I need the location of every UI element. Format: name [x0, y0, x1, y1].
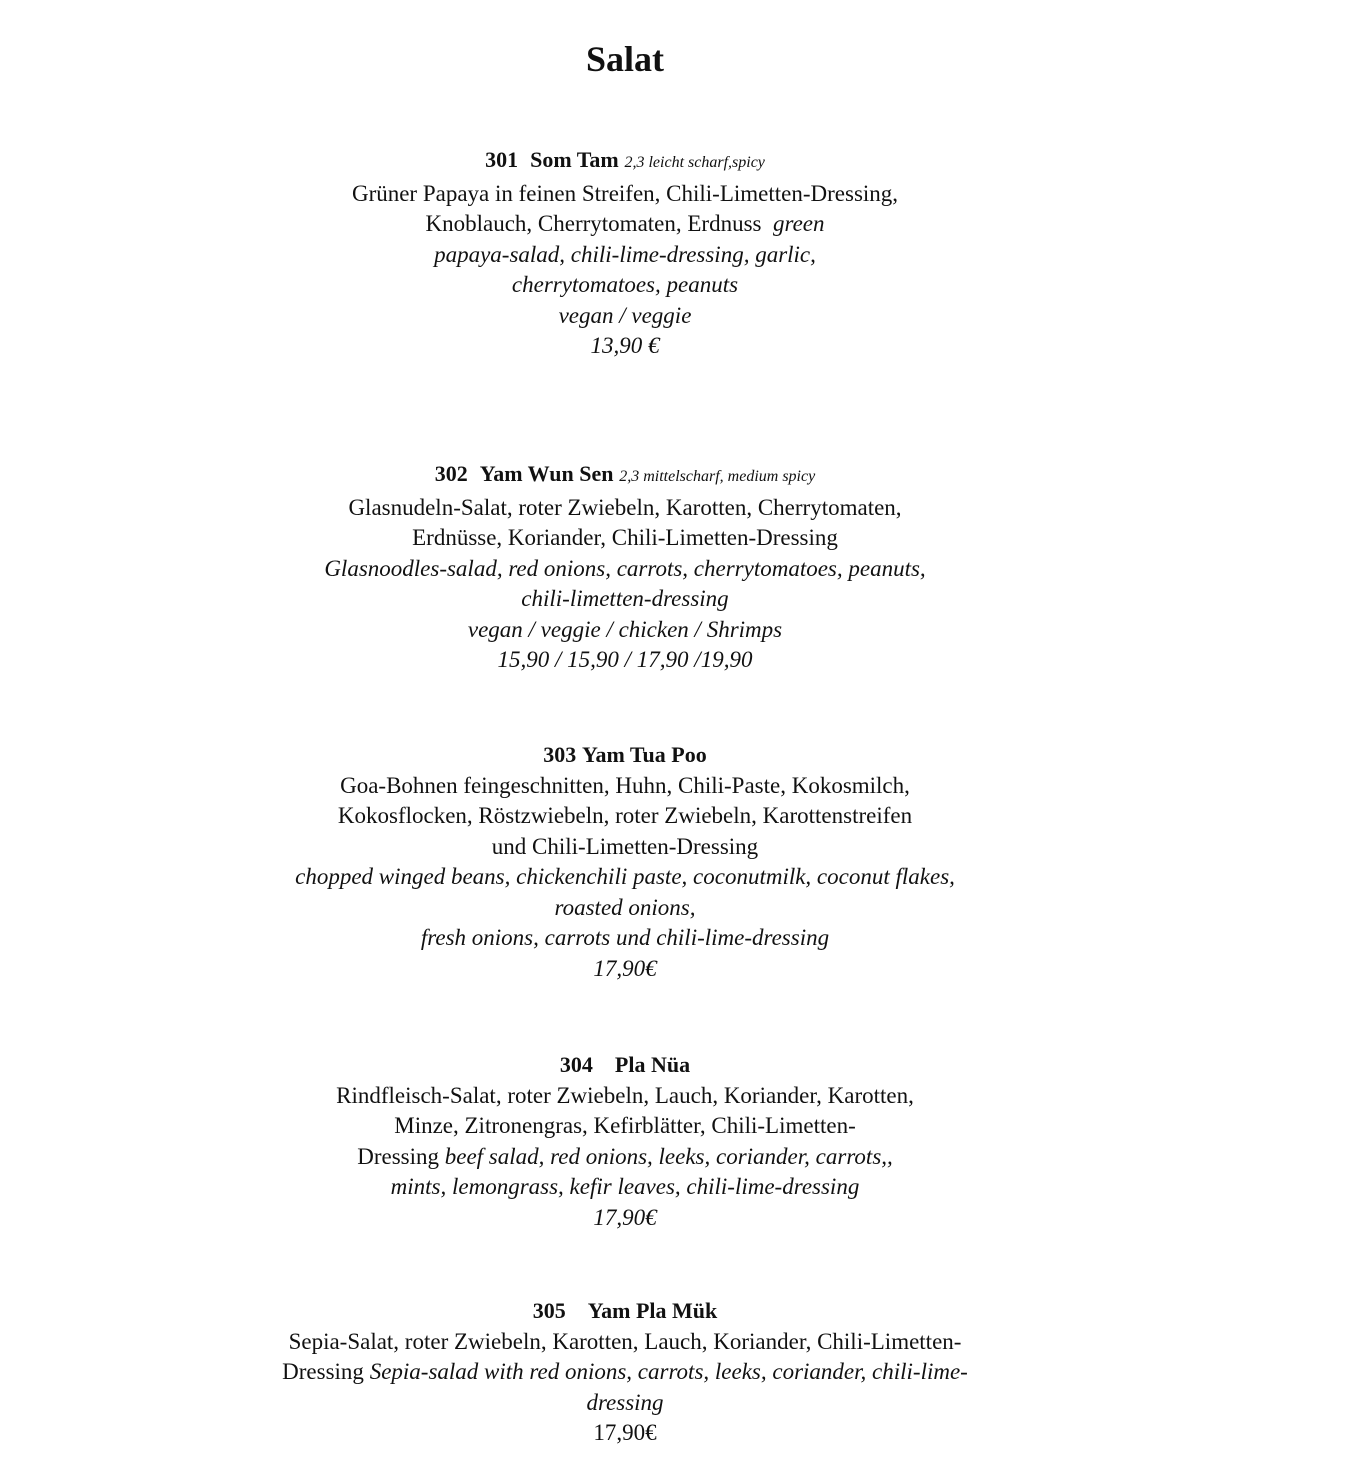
item-price: 15,90 / 15,90 / 17,90 /19,90 — [497, 647, 753, 672]
item-description-text: Dressing — [357, 1143, 439, 1169]
item-description-english: Sepia-salad with red onions, carrots, leeks, coriander, chili-lime- — [369, 1359, 968, 1384]
menu-item-304 — [0, 1050, 1250, 1233]
item-description-english: green — [772, 211, 825, 236]
item-description-line — [0, 1357, 1250, 1388]
item-note: 2,3 leicht scharf,spicy — [624, 154, 765, 171]
page-title: Salat — [585, 39, 664, 79]
menu-item-303 — [0, 740, 1250, 984]
item-description-text: Dressing — [282, 1359, 364, 1384]
item-description-english-line: mints, lemongrass, kefir leaves, chili-lime-dressing — [390, 1174, 860, 1199]
menu-item-305 — [0, 1296, 1250, 1449]
item-name: Pla Nüa — [614, 1052, 691, 1077]
item-number: 304 — [559, 1052, 593, 1077]
item-price: 17,90€ — [593, 955, 657, 981]
item-number: 302 — [434, 461, 468, 486]
item-name: Som Tam — [530, 147, 619, 172]
item-heading — [0, 145, 1250, 179]
item-name: Yam Wun Sen — [479, 461, 614, 486]
item-note: 2,3 mittelscharf, medium spicy — [619, 468, 816, 485]
item-price: 13,90 € — [590, 333, 660, 358]
item-description-english-line: chili-limetten-dressing — [521, 586, 729, 611]
item-options: vegan / veggie — [558, 302, 692, 328]
item-description-english-line: fresh onions, carrots und chili-lime-dressing — [420, 925, 830, 950]
item-number: 305 — [532, 1298, 566, 1323]
item-description-line: Erdnüsse, Koriander, Chili-Limetten-Dressing — [412, 525, 838, 550]
item-name: Yam Pla Mük — [587, 1298, 718, 1323]
item-description-line: und Chili-Limetten-Dressing — [491, 833, 759, 859]
item-description-line: Glasnudeln-Salat, roter Zwiebeln, Karotten, Cherrytomaten, — [348, 494, 902, 520]
item-price: 17,90€ — [593, 1420, 657, 1445]
item-description-line — [0, 1142, 1250, 1173]
item-options: vegan / veggie / chicken / Shrimps — [467, 616, 783, 642]
menu-item-302 — [0, 459, 1250, 676]
item-heading — [0, 459, 1250, 493]
item-description-line: Goa-Bohnen feingeschnitten, Huhn, Chili-Paste, Kokosmilch, — [340, 772, 910, 798]
item-number: 301 — [485, 147, 519, 172]
menu-item-301 — [0, 145, 1250, 362]
item-description-english: beef salad, red onions, leeks, coriander, carrots,, — [444, 1143, 893, 1169]
item-description-line: Minze, Zitronengras, Kefirblätter, Chili-Limetten- — [394, 1113, 856, 1138]
item-description-line: Sepia-Salat, roter Zwiebeln, Karotten, Lauch, Koriander, Chili-Limetten- — [288, 1328, 962, 1354]
item-description-line: Kokosflocken, Röstzwiebeln, roter Zwiebeln, Karottenstreifen — [337, 803, 913, 828]
item-description-english-line: chopped winged beans, chickenchili paste, coconutmilk, coconut flakes, — [295, 864, 955, 889]
item-description-english-line: dressing — [586, 1389, 664, 1415]
item-description-line — [0, 209, 1250, 240]
item-price: 17,90€ — [593, 1204, 657, 1230]
item-description-english-line: papaya-salad, chili-lime-dressing, garlic, — [434, 241, 816, 267]
item-description-english-line: cherrytomatoes, peanuts — [511, 272, 739, 297]
item-description-english-line: roasted onions, — [554, 894, 696, 920]
item-number: 303 — [543, 742, 577, 767]
item-heading — [0, 1296, 1250, 1327]
item-description-english-line: Glasnoodles-salad, red onions, carrots, cherrytomatoes, peanuts, — [324, 555, 926, 581]
item-heading — [0, 740, 1250, 771]
item-heading — [0, 1050, 1250, 1081]
item-name: Yam Tua Poo — [582, 742, 707, 767]
item-description-line: Grüner Papaya in feinen Streifen, Chili-Limetten-Dressing, — [351, 180, 899, 206]
item-description-text: Knoblauch, Cherrytomaten, Erdnuss — [425, 211, 762, 236]
item-description-line: Rindfleisch-Salat, roter Zwiebeln, Lauch, Koriander, Karotten, — [336, 1082, 914, 1108]
